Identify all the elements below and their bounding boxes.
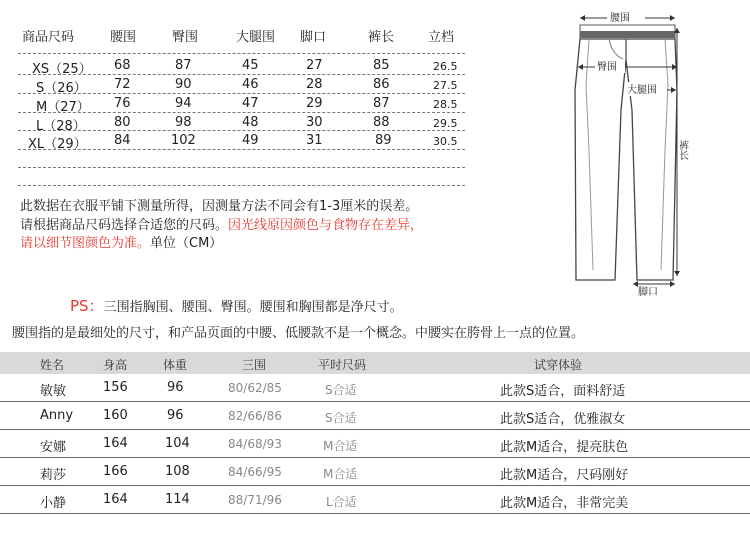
thigh-cell: 49 — [242, 133, 259, 148]
experience-cell: 此款S适合，面料舒适 — [500, 384, 626, 399]
size-table — [0, 0, 475, 190]
height-cell: 164 — [103, 492, 128, 507]
divider — [18, 167, 465, 168]
weight-cell: 114 — [165, 492, 190, 507]
weight-cell: 96 — [167, 408, 184, 423]
hem-cell: 28 — [306, 77, 323, 92]
color-disclaimer-cont: 请以细节图颜色为准。 — [20, 236, 151, 251]
table-row — [0, 458, 750, 486]
hem-cell: 27 — [306, 58, 323, 73]
header-experience: 试穿体验 — [534, 358, 583, 372]
size-cell: M合适 — [323, 467, 358, 481]
measure-cell: 84/68/93 — [228, 437, 282, 451]
rise-cell: 29.5 — [433, 117, 458, 130]
length-cell: 86 — [373, 77, 390, 92]
name-cell: 莉莎 — [40, 468, 67, 483]
measure-cell: 88/71/96 — [228, 493, 282, 507]
divider — [18, 93, 465, 94]
divider — [18, 112, 465, 113]
length-cell: 87 — [373, 96, 390, 111]
header-size: 商品尺码 — [22, 30, 75, 45]
rise-cell: 30.5 — [433, 135, 458, 148]
thigh-cell: 47 — [242, 96, 259, 111]
header-measurements: 三围 — [242, 358, 267, 372]
hem-cell: 29 — [306, 96, 323, 111]
color-disclaimer: 因光线原因颜色与食物存在差异， — [228, 218, 424, 233]
hem-cell: 31 — [306, 133, 323, 148]
thigh-label: 大腿围 — [627, 85, 657, 96]
divider — [18, 185, 465, 186]
size-cell: S合适 — [325, 383, 357, 397]
table-row — [0, 374, 750, 402]
waist-cell: 68 — [114, 58, 131, 73]
rise-cell: 26.5 — [433, 60, 458, 73]
height-cell: 164 — [103, 436, 128, 451]
header-usual-size: 平时尺码 — [318, 358, 367, 372]
table-row — [0, 486, 750, 514]
divider — [18, 53, 465, 54]
header-height: 身高 — [103, 358, 128, 372]
name-cell: 敏敏 — [40, 384, 67, 399]
header-waist: 腰围 — [110, 30, 137, 45]
waistband-fill — [580, 31, 675, 38]
size-row — [0, 115, 475, 134]
experience-cell: 此款M适合，提亮肤色 — [500, 440, 629, 455]
weight-cell: 104 — [165, 436, 190, 451]
measurement-note: 此数据在衣服平铺下测量所得，因测量方法不同会有1-3厘米的误差。 — [20, 199, 419, 214]
waist-cell: 76 — [114, 96, 131, 111]
thigh-cell: 46 — [242, 77, 259, 92]
unit-note-line — [20, 232, 222, 251]
rise-cell: 27.5 — [433, 79, 458, 92]
name-cell: 安娜 — [40, 440, 67, 455]
header-hip: 臀围 — [172, 30, 199, 45]
size-note-line — [20, 214, 423, 233]
length-label: 裤长 — [676, 140, 688, 160]
divider — [18, 74, 465, 75]
length-cell: 89 — [375, 133, 392, 148]
size-cell: M（27） — [36, 100, 90, 115]
size-cell: L合适 — [326, 495, 357, 509]
hip-label: 臀围 — [597, 62, 617, 73]
divider — [18, 130, 465, 131]
header-weight: 体重 — [163, 358, 188, 372]
height-cell: 160 — [103, 408, 128, 423]
waist-cell: 84 — [114, 133, 131, 148]
divider — [18, 149, 465, 150]
weight-cell: 108 — [165, 464, 190, 479]
hip-cell: 94 — [175, 96, 192, 111]
name-cell: 小静 — [40, 496, 67, 511]
weight-cell: 96 — [167, 380, 184, 395]
size-cell: M合适 — [323, 439, 358, 453]
size-cell: XS（25） — [32, 62, 92, 77]
experience-cell: 此款S适合，优雅淑女 — [500, 412, 626, 427]
header-hem: 脚口 — [300, 30, 327, 45]
model-table-header — [0, 352, 750, 374]
model-table — [0, 352, 750, 512]
size-advice: 请根据商品尺码选择合适您的尺码。 — [20, 218, 229, 233]
length-cell: 85 — [373, 58, 390, 73]
ps-text: 三围指胸围、腰围、臀围。腰围和胸围都是净尺寸。 — [103, 300, 403, 315]
header-rise: 立档 — [428, 30, 455, 45]
pants-diagram — [565, 0, 750, 300]
hem-cell: 30 — [306, 115, 323, 130]
ps-label: PS： — [70, 297, 104, 315]
thigh-cell: 48 — [242, 115, 259, 130]
header-length: 裤长 — [368, 30, 395, 45]
experience-cell: 此款M适合，非常完美 — [500, 496, 629, 511]
measure-cell: 80/62/85 — [228, 381, 282, 395]
height-cell: 166 — [103, 464, 128, 479]
table-row — [0, 402, 750, 430]
hip-cell: 90 — [175, 77, 192, 92]
name-cell: Anny — [40, 408, 74, 423]
size-cell: XL（29） — [28, 137, 87, 152]
waist-definition-note: 腰围指的是最细处的尺寸，和产品页面的中腰、低腰款不是一个概念。中腰实在胯骨上一点的位置。 — [12, 326, 585, 341]
size-cell: L（28） — [36, 119, 86, 134]
header-thigh: 大腿围 — [236, 30, 276, 45]
waist-cell: 72 — [114, 77, 131, 92]
measure-cell: 84/66/95 — [228, 465, 282, 479]
thigh-cell: 45 — [242, 58, 259, 73]
table-row — [0, 430, 750, 458]
header-name: 姓名 — [40, 358, 65, 372]
length-cell: 88 — [373, 115, 390, 130]
hem-label: 脚口 — [638, 287, 658, 298]
waist-label: 腰围 — [610, 13, 630, 24]
ps-note — [70, 295, 403, 316]
height-cell: 156 — [103, 380, 128, 395]
pants-diagram-svg — [565, 0, 750, 300]
measure-cell: 82/66/86 — [228, 409, 282, 423]
size-cell: S合适 — [325, 411, 357, 425]
rise-cell: 28.5 — [433, 98, 458, 111]
hip-cell: 87 — [175, 58, 192, 73]
waist-cell: 80 — [114, 115, 131, 130]
hip-cell: 102 — [171, 133, 196, 148]
unit-label: 单位（CM） — [150, 236, 223, 251]
size-cell: S（26） — [36, 81, 87, 96]
experience-cell: 此款M适合，尺码刚好 — [500, 468, 629, 483]
hip-cell: 98 — [175, 115, 192, 130]
